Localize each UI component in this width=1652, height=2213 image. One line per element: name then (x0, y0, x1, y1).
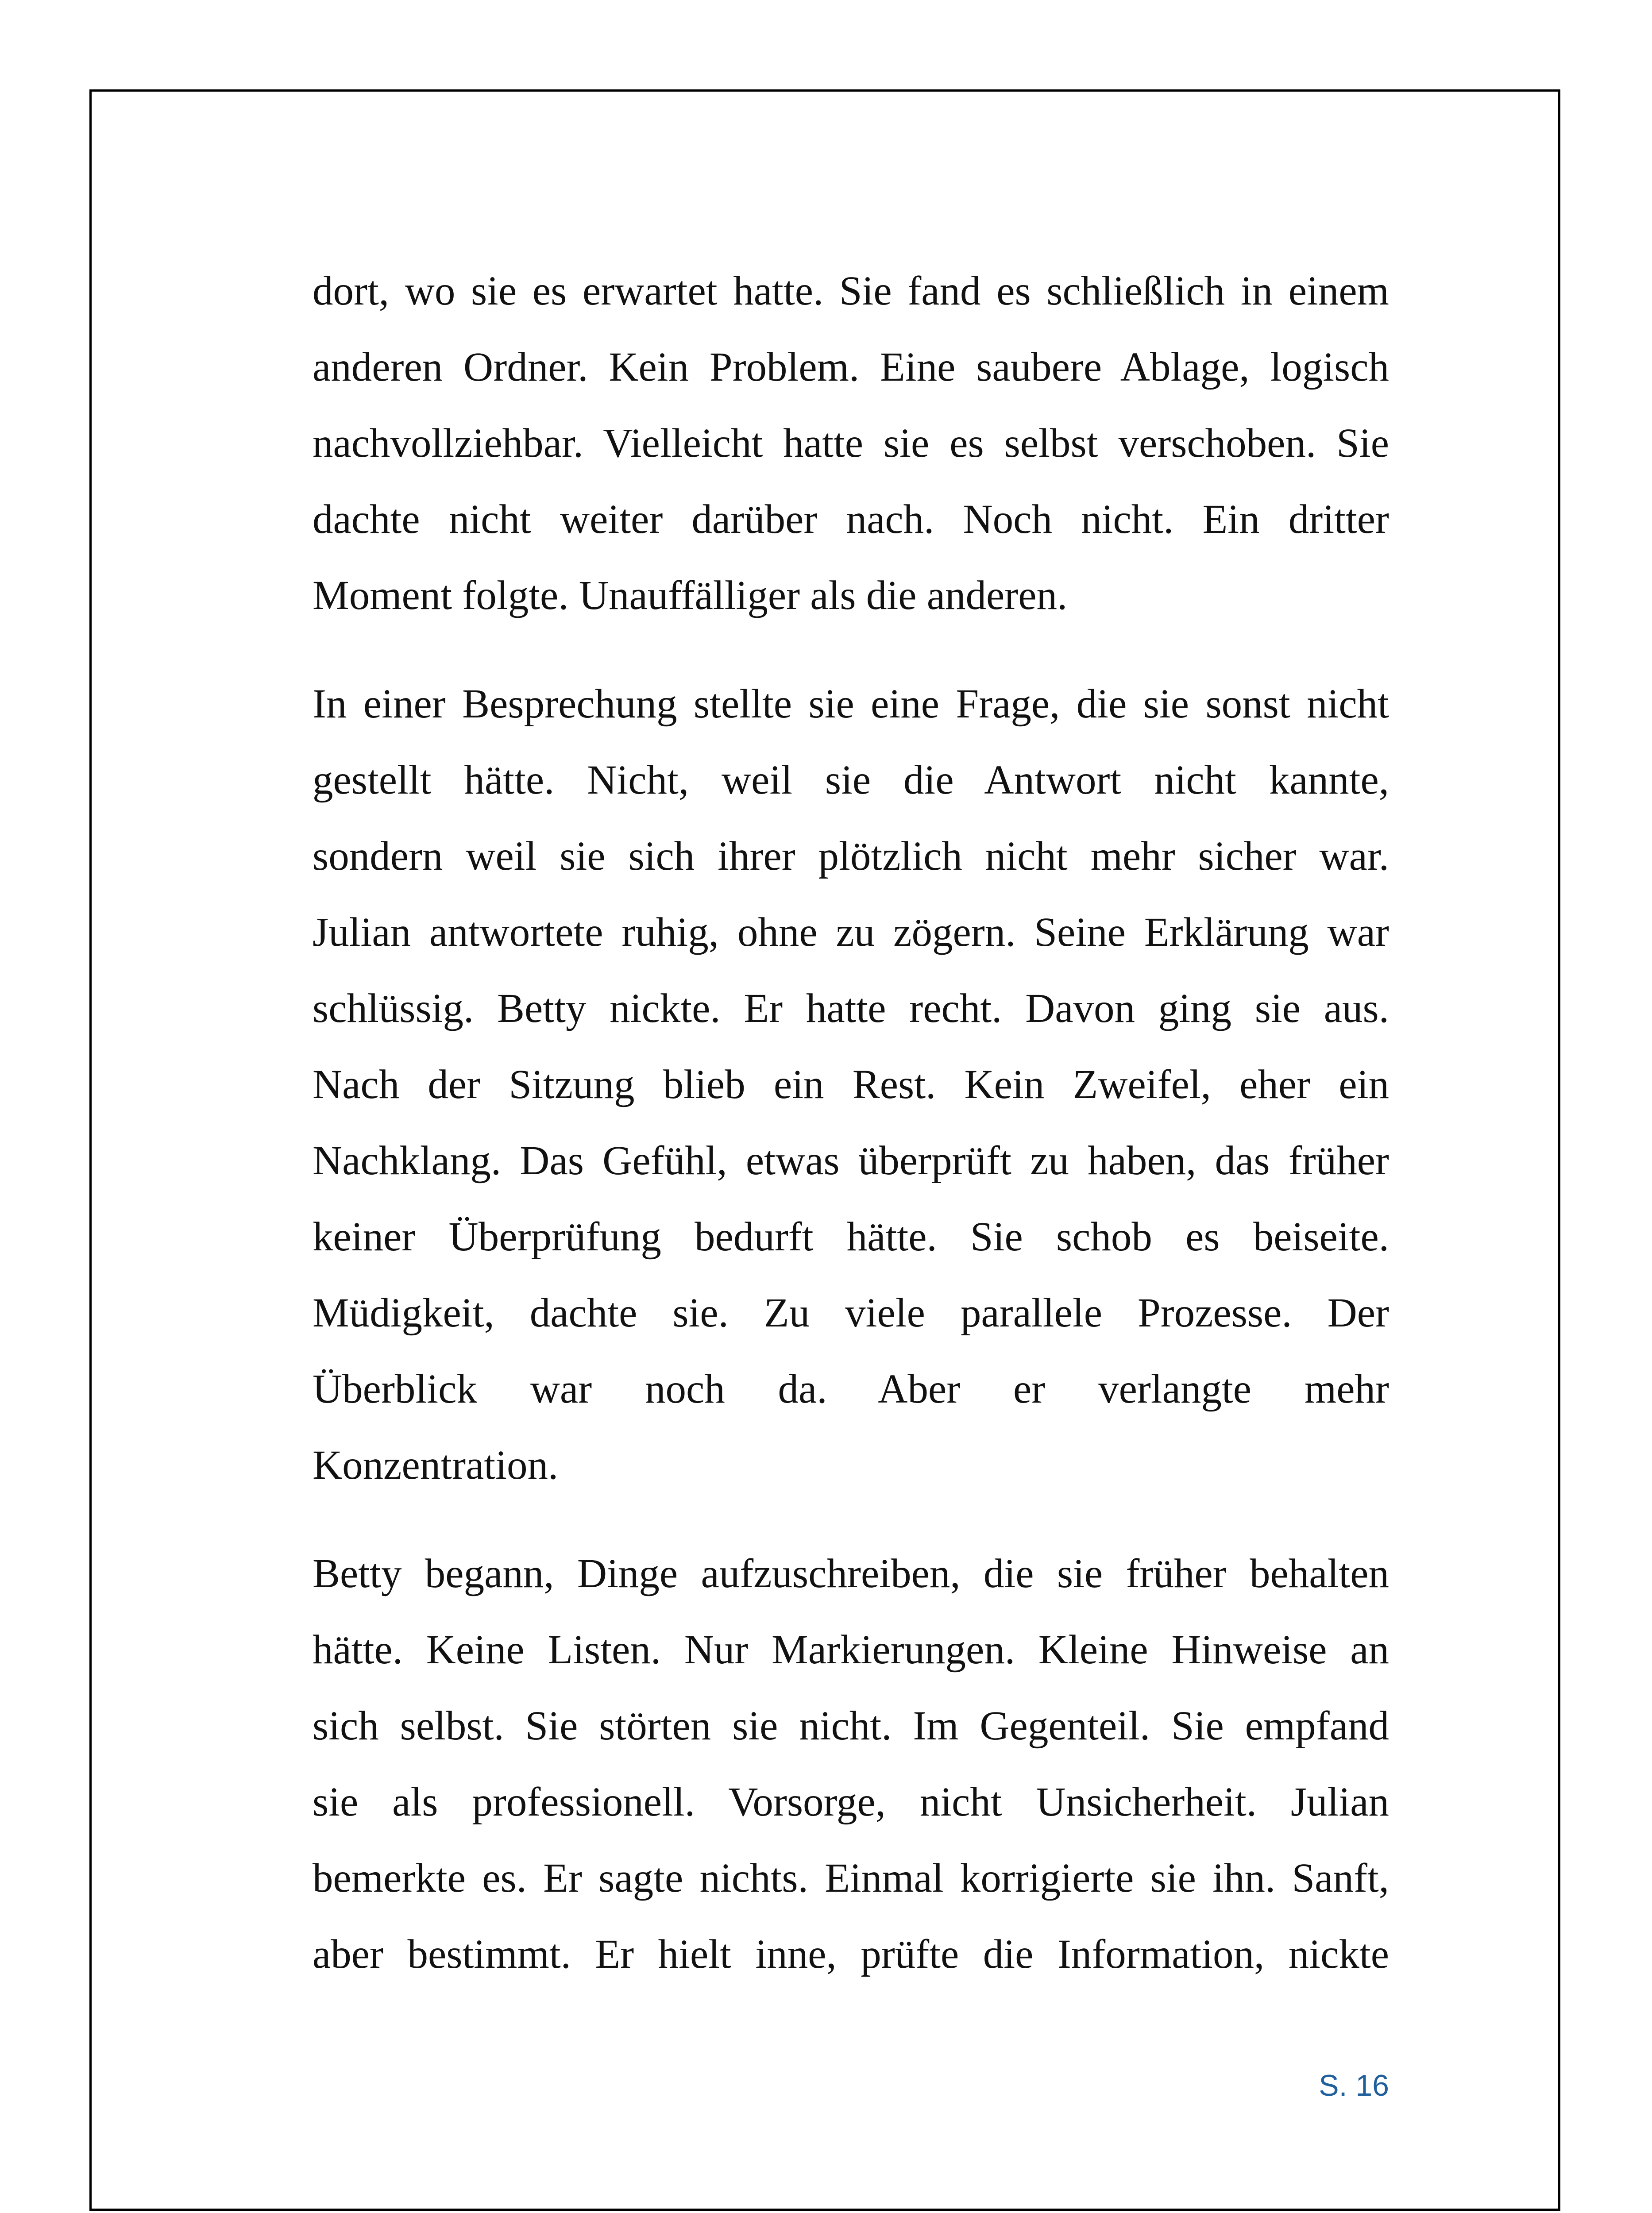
text-line: sondern weil sie sich ihrer plötzlich nicht mehr sicher war. (313, 833, 1389, 879)
text-line: dort, wo sie es erwartet hatte. Sie fand es schließlich in einem (313, 268, 1389, 314)
paragraph-3 (313, 1536, 1389, 1993)
paragraph-1 (313, 253, 1389, 634)
text-line: Nachklang. Das Gefühl, etwas überprüft zu haben, das früher (313, 1138, 1389, 1184)
text-line: sich selbst. Sie störten sie nicht. Im Gegenteil. Sie empfand (313, 1703, 1389, 1749)
body-text (313, 253, 1389, 2025)
page-number: S. 16 (1319, 2069, 1389, 2102)
text-line: Überblick war noch da. Aber er verlangte mehr (313, 1366, 1389, 1412)
text-line: aber bestimmt. Er hielt inne, prüfte die Information, nickte (313, 1932, 1389, 1977)
text-line: gestellt hätte. Nicht, weil sie die Antwort nicht kannte, (313, 757, 1389, 803)
text-line: anderen Ordner. Kein Problem. Eine saubere Ablage, logisch (313, 344, 1389, 390)
text-line: Betty begann, Dinge aufzuschreiben, die sie früher behalten (313, 1551, 1389, 1596)
text-line: nachvollziehbar. Vielleicht hatte sie es selbst verschoben. Sie (313, 420, 1389, 466)
text-line: sie als professionell. Vorsorge, nicht Unsicherheit. Julian (313, 1779, 1389, 1825)
text-line: dachte nicht weiter darüber nach. Noch nicht. Ein dritter (313, 497, 1389, 542)
text-line: schlüssig. Betty nickte. Er hatte recht. Davon ging sie aus. (313, 986, 1389, 1031)
text-line: keiner Überprüfung bedurft hätte. Sie schob es beiseite. (313, 1214, 1389, 1260)
text-line: hätte. Keine Listen. Nur Markierungen. Kleine Hinweise an (313, 1627, 1389, 1673)
text-line: Nach der Sitzung blieb ein Rest. Kein Zweifel, eher ein (313, 1062, 1389, 1107)
text-line: Moment folgte. Unauffälliger als die anderen. (313, 573, 1068, 618)
text-line: bemerkte es. Er sagte nichts. Einmal korrigierte sie ihn. Sanft, (313, 1855, 1389, 1901)
paragraph-2 (313, 666, 1389, 1504)
text-line: Müdigkeit, dachte sie. Zu viele parallele Prozesse. Der (313, 1290, 1389, 1336)
text-line: Julian antwortete ruhig, ohne zu zögern. Seine Erklärung war (313, 910, 1389, 955)
text-line: Konzentration. (313, 1442, 559, 1488)
text-line: In einer Besprechung stellte sie eine Frage, die sie sonst nicht (313, 681, 1389, 727)
